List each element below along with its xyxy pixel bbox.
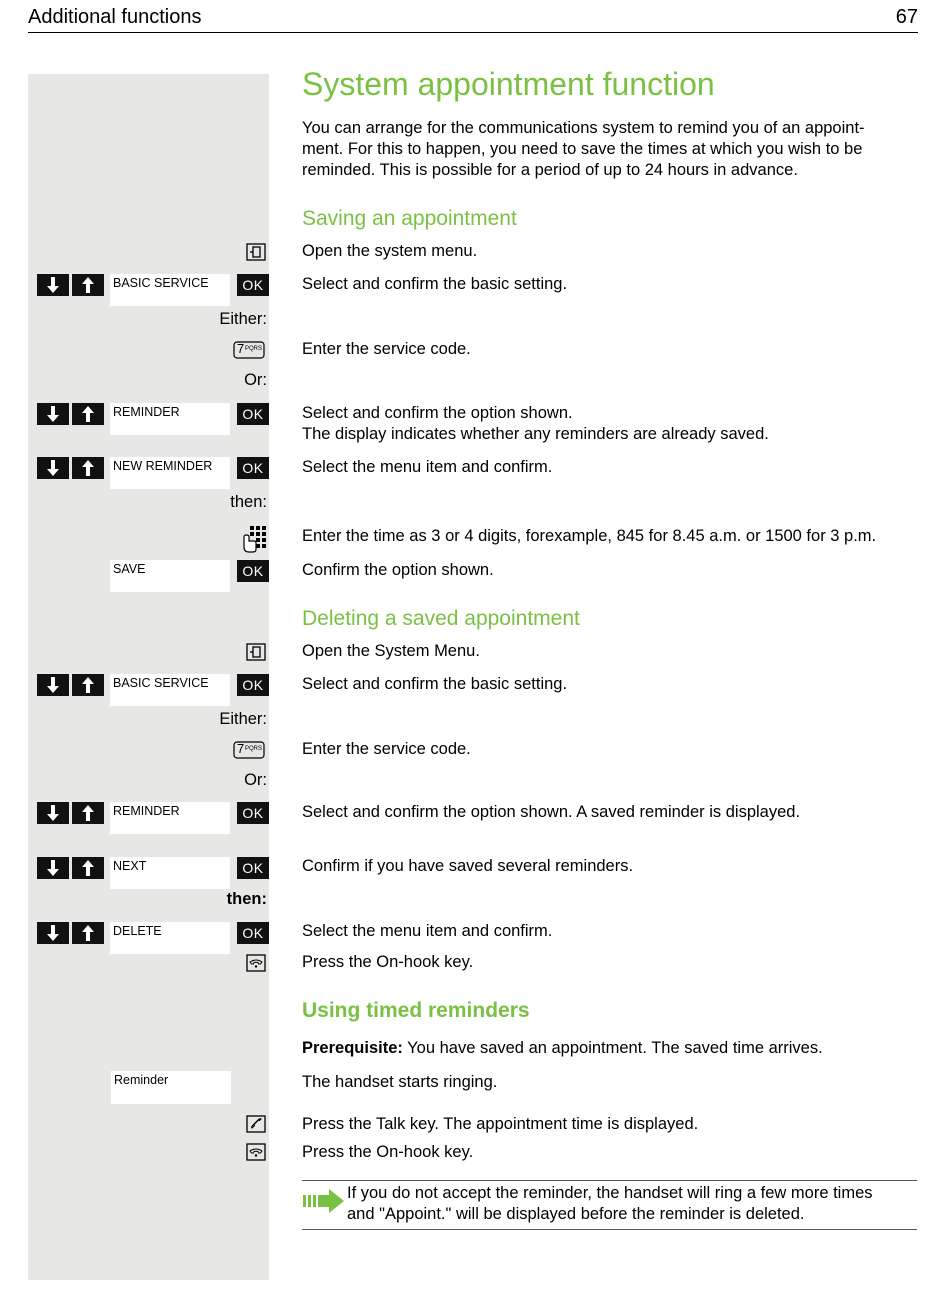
ok-button[interactable]: OK — [237, 457, 269, 479]
prerequisite-label: Prerequisite: — [302, 1039, 403, 1057]
or-label: Or: — [244, 371, 267, 389]
deleting-step-reminder: Select and confirm the option shown. A saved reminder is displayed. — [302, 803, 801, 821]
deleting-step-delete: Select the menu item and confirm. — [302, 922, 553, 940]
ok-button[interactable]: OK — [237, 674, 269, 696]
key-7-letters: PQRS — [245, 346, 263, 352]
menu-key-icon — [246, 643, 266, 661]
navigation-arrows[interactable] — [37, 274, 105, 296]
arrow-up-icon[interactable] — [72, 802, 104, 824]
key-7-letters: PQRS — [245, 746, 263, 752]
either-label: Either: — [219, 710, 267, 728]
talk-key-icon — [246, 1115, 266, 1133]
saving-step-reminder-note: The display indicates whether any reminders are already saved. — [302, 425, 769, 443]
saving-step-open-menu: Open the system menu. — [302, 242, 478, 260]
saving-step-reminder: Select and confirm the option shown. — [302, 404, 573, 422]
on-hook-key-icon — [246, 1143, 266, 1161]
section-title: Additional functions — [28, 6, 202, 28]
on-hook-key-icon — [246, 954, 266, 972]
then-label: then: — [226, 890, 267, 908]
note-rule-bottom — [302, 1229, 917, 1230]
menu-key-icon — [246, 243, 266, 261]
either-label: Either: — [219, 310, 267, 328]
deleting-step-service-code: Enter the service code. — [302, 740, 471, 758]
ok-button[interactable]: OK — [237, 922, 269, 944]
arrow-down-icon[interactable] — [37, 457, 69, 479]
key-7-icon — [233, 741, 265, 759]
intro-line-2: ment. For this to happen, you need to save the times at which you wish to be — [302, 140, 863, 158]
arrow-down-icon[interactable] — [37, 802, 69, 824]
then-label: then: — [230, 493, 267, 511]
display-save: SAVE — [110, 560, 230, 592]
navigation-arrows[interactable] — [37, 802, 105, 824]
arrow-up-icon[interactable] — [72, 274, 104, 296]
heading-saving: Saving an appointment — [302, 207, 517, 230]
deleting-step-next: Confirm if you have saved several reminders. — [302, 857, 634, 875]
arrow-up-icon[interactable] — [72, 857, 104, 879]
display-reminder: REMINDER — [110, 802, 230, 834]
saving-step-enter-time: Enter the time as 3 or 4 digits, forexample, 845 for 8.45 a.m. or 1500 for 3 p.m. — [302, 527, 877, 545]
heading-timed-reminders: Using timed reminders — [302, 999, 530, 1022]
timed-step-ringing: The handset starts ringing. — [302, 1073, 498, 1091]
display-reminder: REMINDER — [110, 403, 230, 435]
note-line-2: and "Appoint." will be displayed before the reminder is deleted. — [347, 1205, 805, 1223]
arrow-down-icon[interactable] — [37, 403, 69, 425]
key-7-icon — [233, 341, 265, 359]
display-basic-service: BASIC SERVICE — [110, 274, 230, 306]
ok-button[interactable]: OK — [237, 857, 269, 879]
ok-button[interactable]: OK — [237, 802, 269, 824]
navigation-arrows[interactable] — [37, 674, 105, 696]
navigation-arrows[interactable] — [37, 457, 105, 479]
arrow-up-icon[interactable] — [72, 457, 104, 479]
display-new-reminder: NEW REMINDER — [110, 457, 230, 489]
intro-line-3: reminded. This is possible for a period of up to 24 hours in advance. — [302, 161, 798, 179]
display-reminder-ringing: Reminder — [111, 1071, 231, 1104]
saving-step-confirm: Confirm the option shown. — [302, 561, 494, 579]
ok-button[interactable]: OK — [237, 560, 269, 582]
keypad-icon — [240, 525, 268, 553]
display-next: NEXT — [110, 857, 230, 889]
saving-step-new-reminder: Select the menu item and confirm. — [302, 458, 553, 476]
note-line-1: If you do not accept the reminder, the handset will ring a few more times — [347, 1184, 873, 1202]
prerequisite-body: You have saved an appointment. The saved time arrives. — [402, 1039, 823, 1057]
key-7-digit: 7 — [237, 741, 245, 756]
intro-line-1: You can arrange for the communications system to remind you of an appoint- — [302, 119, 865, 137]
header-rule — [28, 32, 918, 33]
ok-button[interactable]: OK — [237, 403, 269, 425]
note-arrow-icon — [303, 1188, 345, 1214]
deleting-step-on-hook: Press the On-hook key. — [302, 953, 474, 971]
arrow-up-icon[interactable] — [72, 922, 104, 944]
arrow-down-icon[interactable] — [37, 857, 69, 879]
heading-deleting: Deleting a saved appointment — [302, 607, 580, 630]
timed-step-talk: Press the Talk key. The appointment time is displayed. — [302, 1115, 699, 1133]
deleting-step-open-menu: Open the System Menu. — [302, 642, 480, 660]
arrow-down-icon[interactable] — [37, 674, 69, 696]
arrow-down-icon[interactable] — [37, 274, 69, 296]
navigation-arrows[interactable] — [37, 857, 105, 879]
navigation-arrows[interactable] — [37, 922, 105, 944]
ok-button[interactable]: OK — [237, 274, 269, 296]
arrow-up-icon[interactable] — [72, 674, 104, 696]
key-7-digit: 7 — [237, 341, 245, 356]
timed-step-on-hook: Press the On-hook key. — [302, 1143, 474, 1161]
saving-step-service-code: Enter the service code. — [302, 340, 471, 358]
arrow-up-icon[interactable] — [72, 403, 104, 425]
arrow-down-icon[interactable] — [37, 922, 69, 944]
navigation-arrows[interactable] — [37, 403, 105, 425]
page-title: System appointment function — [302, 66, 715, 102]
saving-step-basic-setting: Select and confirm the basic setting. — [302, 275, 568, 293]
page-number: 67 — [895, 6, 918, 28]
deleting-step-basic-setting: Select and confirm the basic setting. — [302, 675, 568, 693]
note-rule-top — [302, 1180, 917, 1181]
prerequisite-text — [302, 1038, 823, 1059]
display-basic-service: BASIC SERVICE — [110, 674, 230, 706]
or-label: Or: — [244, 771, 267, 789]
display-delete: DELETE — [110, 922, 230, 954]
